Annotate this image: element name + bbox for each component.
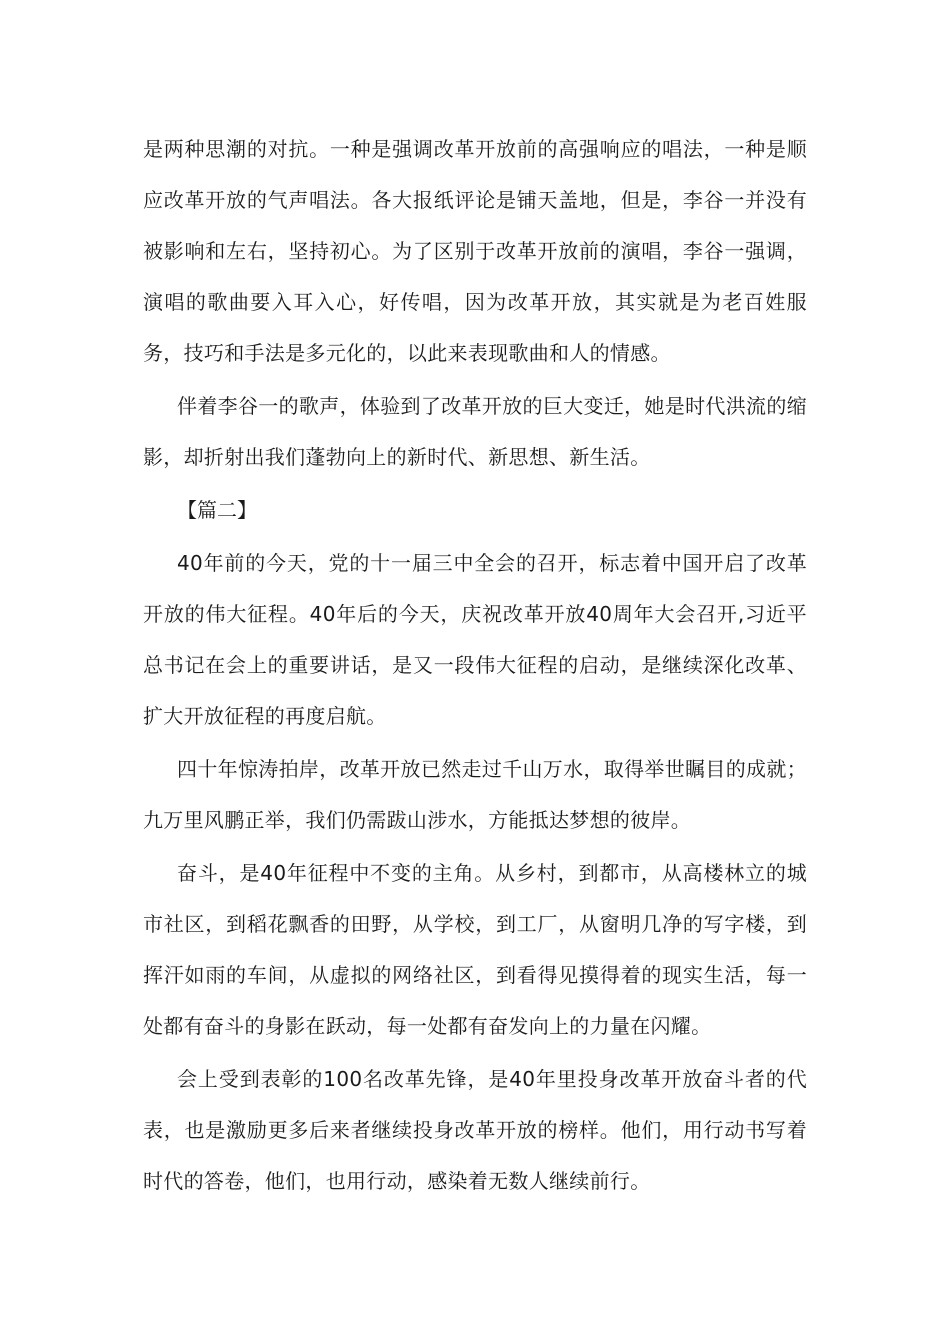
paragraph-continuation: 是两种思潮的对抗。一种是强调改革开放前的高强响应的唱法，一种是顺应改革开放的气声唱法。各大报纸评论是铺天盖地，但是，李谷一并没有被影响和左右，坚持初心。为了区别于改革开放前的演唱，李谷一强调，演唱的歌曲要入耳入心，好传唱，因为改革开放，其实就是为老百姓服务，技巧和手法是多元化的，以此来表现歌曲和人的情感。 [143,137,807,365]
section-heading: 【篇二】 [177,498,257,522]
paragraph-40-years: 40年前的今天，党的十一届三中全会的召开，标志着中国开启了改革开放的伟大征程。40年后的今天，庆祝改革开放40周年大会召开,习近平总书记在会上的重要讲话，是又一段伟大征程的启动，是继续深化改革、扩大开放征程的再度启航。 [143,551,807,728]
paragraph-song-reflection: 伴着李谷一的歌声，体验到了改革开放的巨大变迁，她是时代洪流的缩影，却折射出我们蓬勃向上的新时代、新思想、新生活。 [143,394,807,469]
paragraph-forty-years-waves: 四十年惊涛拍岸，改革开放已然走过千山万水，取得举世瞩目的成就；九万里风鹏正举，我们仍需跋山涉水，方能抵达梦想的彼岸。 [143,757,807,832]
paragraph-struggle: 奋斗，是40年征程中不变的主角。从乡村，到都市，从高楼林立的城市社区，到稻花飘香的田野，从学校，到工厂，从窗明几净的写字楼，到挥汗如雨的车间，从虚拟的网络社区，到看得见摸得着的现实生活，每一处都有奋斗的身影在跃动，每一处都有奋发向上的力量在闪耀。 [143,861,807,1038]
document-page [143,124,807,1207]
paragraph-reform-pioneers: 会上受到表彰的100名改革先锋，是40年里投身改革开放奋斗者的代表，也是激励更多后来者继续投身改革开放的榜样。他们，用行动书写着时代的答卷，他们，也用行动，感染着无数人继续前行。 [143,1067,807,1193]
